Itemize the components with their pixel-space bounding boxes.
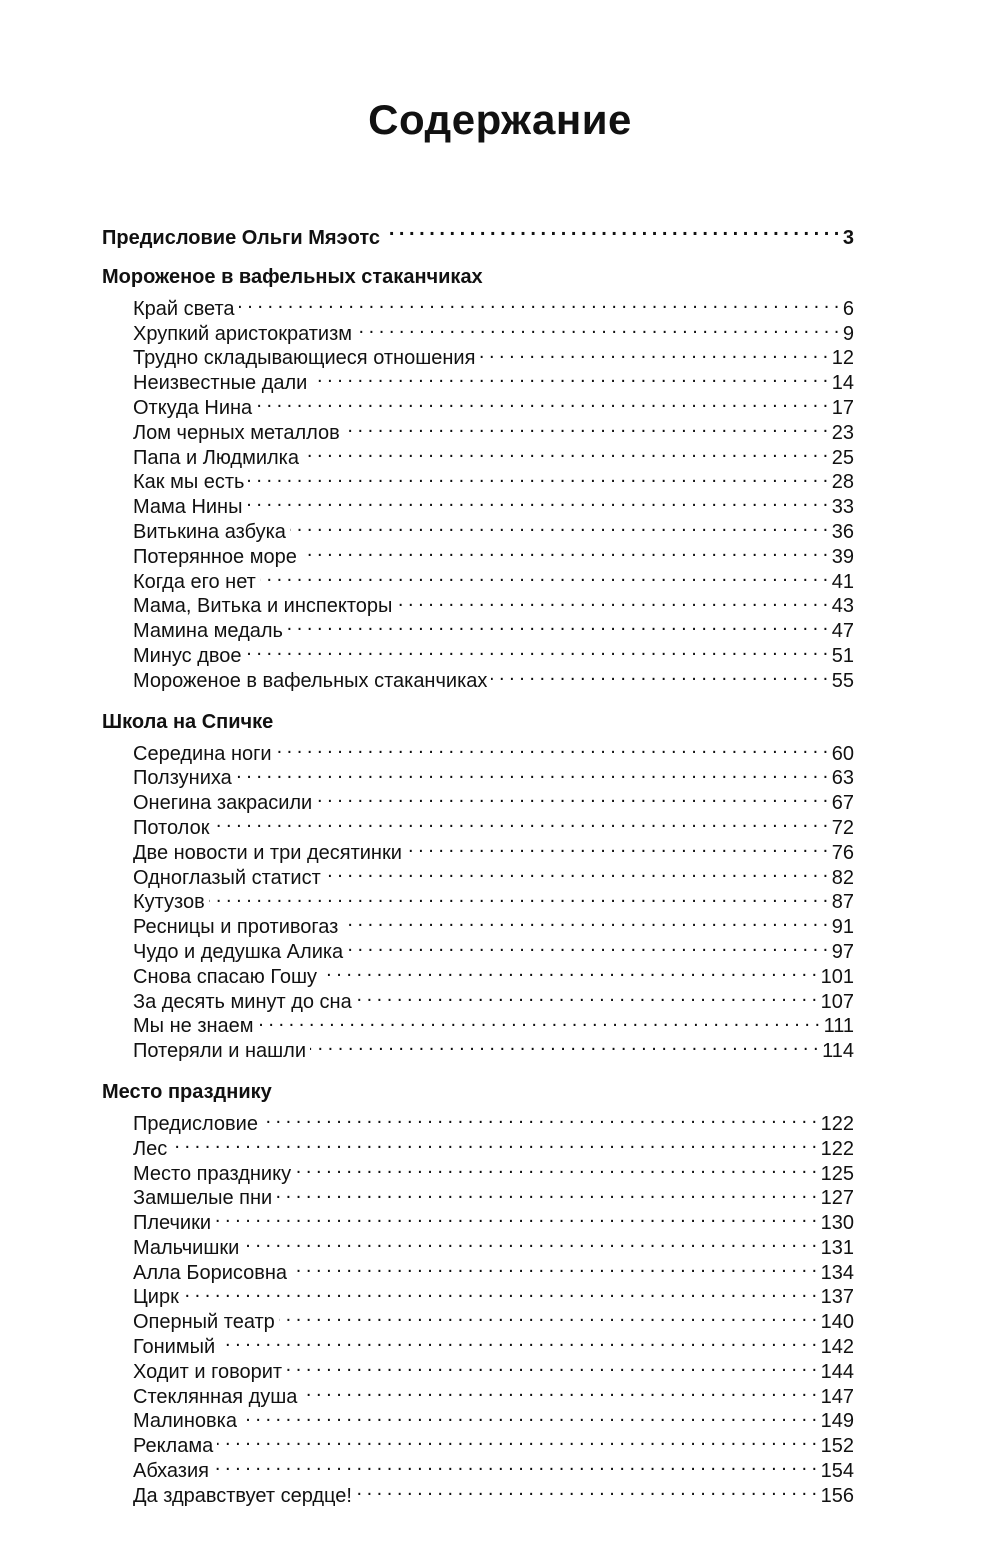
toc-entry-label: Ходит и говорит (133, 1360, 283, 1383)
toc-section (102, 264, 854, 692)
toc-entry-page: 12 (831, 347, 854, 370)
dot-leader (325, 859, 828, 884)
dot-leader (290, 513, 828, 538)
toc-section (102, 709, 854, 1063)
dot-leader (246, 637, 828, 662)
toc-entry-page: 33 (831, 496, 854, 519)
toc-entry-label: Две новости и три десятинки (133, 841, 402, 864)
dot-leader (217, 1427, 816, 1452)
toc-entry-page: 134 (820, 1261, 854, 1284)
toc-entry-label: Папа и Людмилка (133, 446, 299, 469)
toc-entry-label: Мы не знаем (133, 1015, 254, 1038)
toc-entry-page: 67 (831, 792, 854, 815)
toc-entry-page: 47 (831, 620, 854, 643)
toc-entry-page: 142 (820, 1336, 854, 1359)
toc-entry[interactable] (102, 1155, 854, 1185)
toc-entry-label: Замшелые пни (133, 1187, 273, 1210)
toc-entry-preface[interactable] (102, 214, 854, 249)
toc-entry-page: 125 (820, 1162, 854, 1185)
toc-entry-label: Неизвестные дали (133, 372, 308, 395)
toc-entry-label: Да здравствует сердце! (133, 1484, 352, 1507)
toc-entry-page: 87 (831, 891, 854, 914)
toc-entry-page: 63 (831, 767, 854, 790)
dot-leader (356, 983, 817, 1008)
toc-entry-label: Витькина азбука (133, 520, 286, 543)
toc-entry-label: Цирк (133, 1286, 179, 1309)
toc-entry-page: 14 (831, 372, 854, 395)
toc-entry[interactable] (102, 1477, 854, 1507)
toc-entry-page: 140 (820, 1311, 854, 1334)
toc-entry-page: 137 (820, 1286, 854, 1309)
toc-entry-label: Хрупкий аристократизм (133, 322, 353, 345)
toc-entry-label: Оперный театр (133, 1311, 275, 1334)
dot-leader (276, 735, 828, 760)
dot-leader (301, 538, 828, 563)
toc-entry-page: 147 (820, 1385, 854, 1408)
toc-entry-page: 43 (831, 595, 854, 618)
page-title: Содержание (368, 96, 632, 143)
dot-leader (295, 1155, 817, 1180)
dot-leader (241, 1403, 817, 1428)
dot-leader (342, 908, 827, 933)
toc-entry-label: Потолок (133, 816, 210, 839)
dot-leader (243, 1229, 816, 1254)
dot-leader (279, 1303, 817, 1328)
dot-leader (183, 1279, 817, 1304)
toc-entry-label: Потеряли и нашли (133, 1040, 307, 1063)
toc-entry-page: 23 (831, 421, 854, 444)
toc-entry-label: Откуда Нина (133, 396, 253, 419)
toc-entry-page: 144 (820, 1360, 854, 1383)
toc-entry-page: 127 (820, 1187, 854, 1210)
dot-leader (246, 488, 827, 513)
toc-section-heading[interactable]: Мороженое в вафельных стаканчиках (102, 266, 483, 288)
dot-leader (301, 1378, 816, 1403)
toc-entry-label: Абхазия (133, 1460, 209, 1483)
dot-leader (310, 1032, 818, 1057)
toc-entry-label: Лом черных металлов (133, 421, 340, 444)
toc-entry[interactable] (102, 884, 854, 914)
toc-entry-page: 51 (831, 644, 854, 667)
toc-entry-page: 91 (831, 916, 854, 939)
dot-leader (219, 1328, 816, 1353)
dot-leader (215, 1204, 817, 1229)
toc-entry-page: 97 (831, 940, 854, 963)
dot-leader (260, 563, 828, 588)
dot-leader (491, 662, 827, 687)
dot-leader (286, 1353, 817, 1378)
dot-leader (347, 933, 828, 958)
toc-entry[interactable] (102, 809, 854, 839)
toc-entry[interactable] (102, 1303, 854, 1334)
toc-entry-label: Стеклянная душа (133, 1385, 298, 1408)
toc-section-heading[interactable]: Школа на Спичке (102, 710, 274, 733)
toc-entry-page: 41 (831, 570, 854, 593)
dot-leader (236, 760, 828, 785)
toc-entry[interactable] (102, 1204, 854, 1235)
table-of-contents (102, 214, 854, 1507)
dot-leader (356, 1477, 817, 1502)
toc-entry-page: 101 (820, 965, 854, 988)
toc-entry-label: Реклама (133, 1435, 214, 1458)
toc-entry[interactable] (102, 1452, 854, 1483)
toc-entry-page: 72 (831, 816, 854, 839)
toc-entry[interactable] (102, 1130, 854, 1160)
dot-leader (384, 214, 839, 244)
toc-entry-label: Как мы есть (133, 471, 245, 494)
toc-entry-page: 154 (820, 1460, 854, 1483)
toc-entry-label: Малиновка (133, 1410, 237, 1433)
dot-leader (406, 834, 828, 859)
toc-entry-label: Онегина закрасили (133, 792, 313, 815)
toc-entry-page: 107 (820, 990, 854, 1013)
dot-leader (213, 1452, 817, 1477)
dot-leader (479, 340, 827, 365)
dot-leader (171, 1130, 816, 1155)
toc-entry-label: Предисловие Ольги Мяэотс (102, 227, 380, 249)
toc-section-heading[interactable]: Место празднику (102, 1081, 272, 1104)
toc-entry[interactable] (102, 1229, 854, 1259)
toc-entry-page: 114 (822, 1040, 854, 1063)
toc-entry-page: 36 (831, 520, 854, 543)
dot-leader (209, 884, 828, 909)
toc-entry-label: Мама, Витька и инспекторы (133, 595, 393, 618)
toc-entry-page: 55 (831, 669, 854, 692)
dot-leader (276, 1180, 816, 1205)
toc-entry-label: Ползуниха (133, 767, 232, 790)
toc-entry-page: 130 (820, 1212, 854, 1235)
dot-leader (316, 784, 828, 809)
toc-entry[interactable] (102, 1279, 854, 1309)
toc-entry[interactable] (102, 1105, 854, 1135)
toc-entry-page: 60 (831, 742, 854, 765)
toc-entry-page: 9 (842, 322, 854, 345)
dot-leader (356, 315, 839, 340)
toc-entry-label: Середина ноги (133, 742, 272, 765)
toc-entry-page: 25 (831, 446, 854, 469)
toc-entry-label: Ресницы и противогаз (133, 916, 339, 939)
toc-entry-label: Потерянное море (133, 545, 297, 568)
toc-entry-label: Мальчишки (133, 1236, 240, 1259)
dot-leader (396, 588, 827, 613)
toc-entry-page: 39 (831, 545, 854, 568)
dot-leader (344, 414, 828, 439)
toc-entry-label: За десять минут до сна (133, 990, 352, 1013)
toc-entry-label: Плечики (133, 1212, 212, 1235)
dot-leader (262, 1105, 817, 1130)
toc-entry[interactable] (102, 735, 854, 765)
toc-entry-page: 156 (820, 1484, 854, 1507)
dot-leader (256, 389, 828, 414)
toc-entry-label: Когда его нет (133, 570, 256, 593)
toc-entry-label: Одноглазый статист (133, 866, 321, 889)
dot-leader (303, 439, 828, 464)
toc-entry-page: 131 (820, 1236, 854, 1259)
dot-leader (287, 612, 828, 637)
toc-entry-label: Алла Борисовна (133, 1261, 288, 1284)
toc-entry-label: Край света (133, 297, 235, 320)
toc-entry-label: Чудо и дедушка Алика (133, 940, 344, 963)
toc-entry-label: Кутузов (133, 891, 205, 914)
toc-entry[interactable] (102, 290, 854, 320)
dot-leader (258, 1008, 820, 1033)
toc-entry[interactable] (102, 834, 854, 864)
toc-entry-label: Мороженое в вафельных стаканчиках (133, 669, 488, 692)
toc-entry-label: Трудно складывающиеся отношения (133, 347, 476, 370)
dot-leader (248, 464, 827, 489)
dot-leader (321, 958, 817, 983)
toc-entry[interactable] (102, 908, 854, 939)
dot-leader (213, 809, 827, 834)
toc-entry-page: 3 (842, 227, 854, 249)
toc-entry-label: Мама Нины (133, 496, 243, 519)
toc-entry-page: 28 (831, 471, 854, 494)
toc-entry-page: 152 (820, 1435, 854, 1458)
toc-entry-page: 111 (823, 1015, 854, 1038)
toc-entry-label: Минус двое (133, 644, 242, 667)
toc-section (102, 1079, 854, 1507)
dot-leader (311, 364, 827, 389)
toc-entry-page: 17 (831, 396, 854, 419)
toc-entry-page: 122 (820, 1137, 854, 1160)
dot-leader (291, 1254, 817, 1279)
toc-entry-label: Мамина медаль (133, 620, 283, 643)
toc-entry-page: 122 (820, 1112, 854, 1135)
toc-entry-label: Место празднику (133, 1162, 292, 1185)
toc-entry-label: Гонимый (133, 1336, 216, 1359)
toc-entry-page: 149 (820, 1410, 854, 1433)
toc-entry-page: 82 (831, 866, 854, 889)
toc-entry-label: Лес (133, 1137, 168, 1160)
toc-entry-label: Предисловие (133, 1112, 258, 1135)
dot-leader (239, 290, 839, 315)
toc-entry-label: Снова спасаю Гошу (133, 965, 317, 988)
toc-entry-page: 76 (831, 841, 854, 864)
toc-entry-page: 6 (842, 297, 854, 320)
